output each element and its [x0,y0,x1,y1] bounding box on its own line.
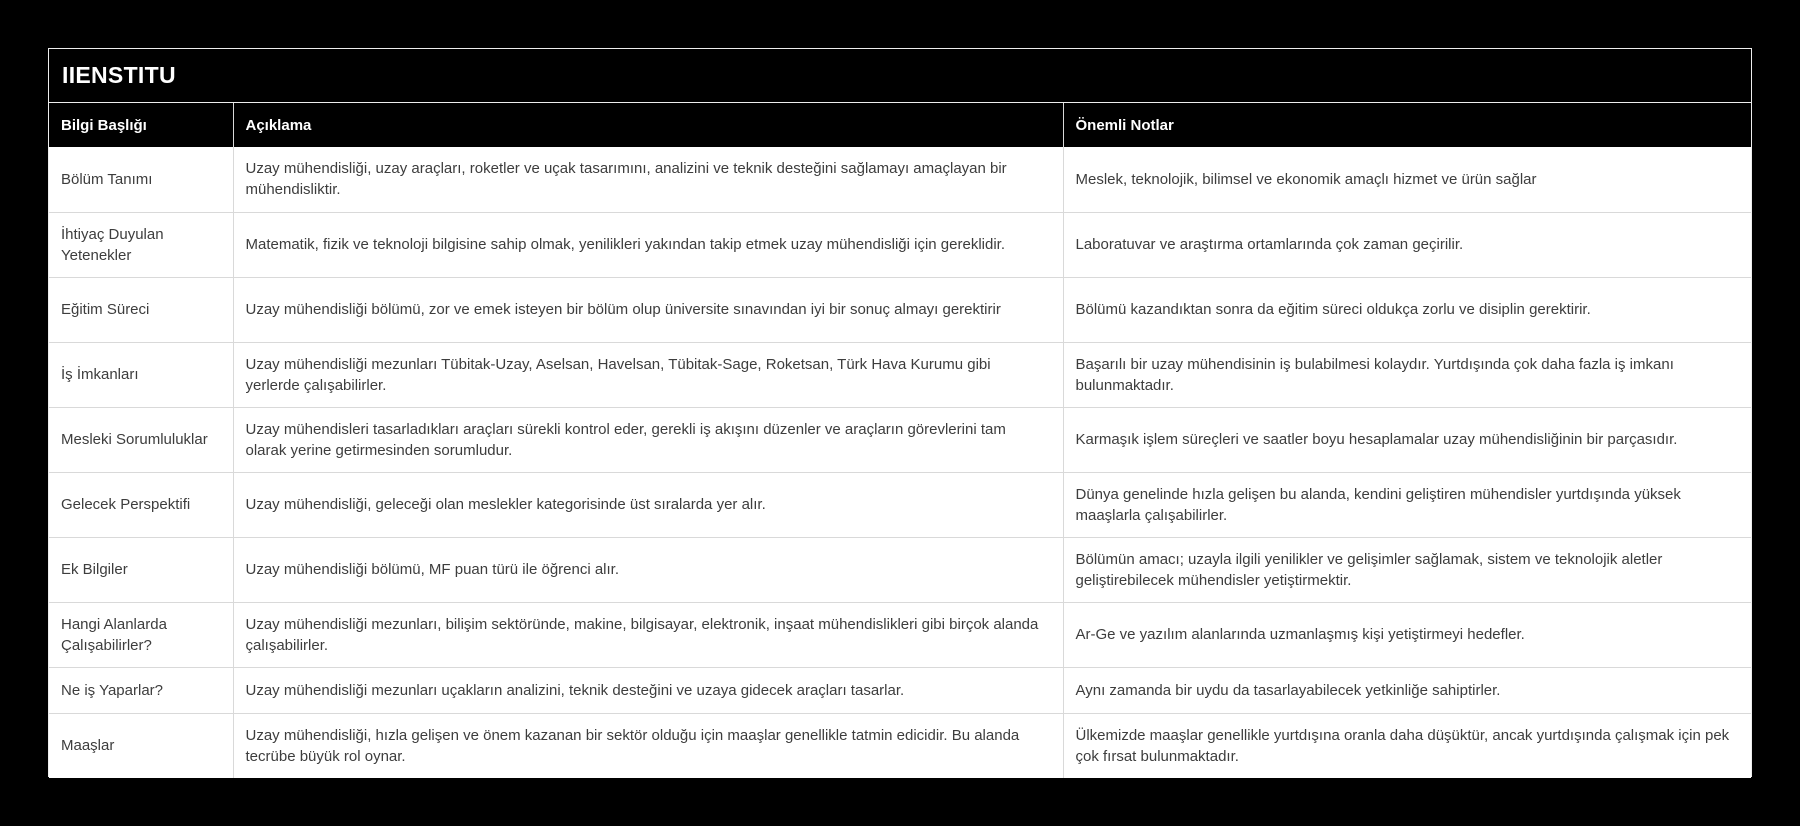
row-description-cell: Uzay mühendisleri tasarladıkları araçları sürekli kontrol eder, gerekli iş akışını düzenler ve araçların görevlerini tam olarak yerine getirmesinden sorumludur. [233,407,1063,472]
row-description-cell: Uzay mühendisliği bölümü, zor ve emek isteyen bir bölüm olup üniversite sınavından iyi bir sonuç almayı gerektirir [233,277,1063,342]
table-row [49,713,1751,778]
row-label-cell: İhtiyaç Duyulan Yetenekler [49,212,233,277]
column-header-aciklama: Açıklama [233,103,1063,147]
row-label-cell: Maaşlar [49,713,233,778]
row-label-cell: Hangi Alanlarda Çalışabilirler? [49,602,233,667]
row-note-cell: Dünya genelinde hızla gelişen bu alanda, kendini geliştiren mühendisler yurtdışında yüksek maaşlarla çalışabilirler. [1063,472,1751,537]
row-note-cell: Aynı zamanda bir uydu da tasarlayabilecek yetkinliğe sahiptirler. [1063,667,1751,713]
row-label-cell: Bölüm Tanımı [49,147,233,212]
row-label-cell: Gelecek Perspektifi [49,472,233,537]
row-label-cell: Mesleki Sorumluluklar [49,407,233,472]
column-header-bilgi-basligi: Bilgi Başlığı [49,103,233,147]
table-row [49,342,1751,407]
table-header-row [49,103,1751,147]
row-label-cell: İş İmkanları [49,342,233,407]
row-description-cell: Matematik, fizik ve teknoloji bilgisine sahip olmak, yenilikleri yakından takip etmek uzay mühendisliği için gereklidir. [233,212,1063,277]
row-note-cell: Meslek, teknolojik, bilimsel ve ekonomik amaçlı hizmet ve ürün sağlar [1063,147,1751,212]
row-description-cell: Uzay mühendisliği bölümü, MF puan türü ile öğrenci alır. [233,537,1063,602]
table-row [49,537,1751,602]
table-row [49,147,1751,212]
table-row [49,472,1751,537]
row-label-cell: Ek Bilgiler [49,537,233,602]
info-table-panel [48,48,1752,777]
row-note-cell: Bölümün amacı; uzayla ilgili yenilikler ve gelişimler sağlamak, sistem ve teknolojik aletler geliştirebilecek mühendisler yetiştirmektir. [1063,537,1751,602]
table-row [49,602,1751,667]
row-note-cell: Başarılı bir uzay mühendisinin iş bulabilmesi kolaydır. Yurtdışında çok daha fazla iş imkanı bulunmaktadır. [1063,342,1751,407]
row-label-cell: Ne iş Yaparlar? [49,667,233,713]
row-note-cell: Bölümü kazandıktan sonra da eğitim süreci oldukça zorlu ve disiplin gerektirir. [1063,277,1751,342]
row-label-cell: Eğitim Süreci [49,277,233,342]
row-description-cell: Uzay mühendisliği, uzay araçları, roketler ve uçak tasarımını, analizini ve teknik desteğini sağlamayı amaçlayan bir mühendisliktir. [233,147,1063,212]
table-title: IIENSTITU [49,49,1751,103]
table-row [49,667,1751,713]
table-row [49,277,1751,342]
row-description-cell: Uzay mühendisliği mezunları Tübitak-Uzay, Aselsan, Havelsan, Tübitak-Sage, Roketsan, Türk Hava Kurumu gibi yerlerde çalışabilirler. [233,342,1063,407]
row-description-cell: Uzay mühendisliği mezunları, bilişim sektöründe, makine, bilgisayar, elektronik, inşaat mühendislikleri gibi birçok alanda çalışabilirler. [233,602,1063,667]
info-table [49,103,1751,778]
row-note-cell: Karmaşık işlem süreçleri ve saatler boyu hesaplamalar uzay mühendisliğinin bir parçasıdır. [1063,407,1751,472]
row-description-cell: Uzay mühendisliği, geleceği olan meslekler kategorisinde üst sıralarda yer alır. [233,472,1063,537]
table-row [49,212,1751,277]
column-header-onemli-notlar: Önemli Notlar [1063,103,1751,147]
row-note-cell: Ülkemizde maaşlar genellikle yurtdışına oranla daha düşüktür, ancak yurtdışında çalışmak için pek çok fırsat bulunmaktadır. [1063,713,1751,778]
row-description-cell: Uzay mühendisliği, hızla gelişen ve önem kazanan bir sektör olduğu için maaşlar genellikle tatmin edicidir. Bu alanda tecrübe büyük rol oynar. [233,713,1063,778]
table-row [49,407,1751,472]
row-note-cell: Ar-Ge ve yazılım alanlarında uzmanlaşmış kişi yetiştirmeyi hedefler. [1063,602,1751,667]
row-note-cell: Laboratuvar ve araştırma ortamlarında çok zaman geçirilir. [1063,212,1751,277]
row-description-cell: Uzay mühendisliği mezunları uçakların analizini, teknik desteğini ve uzaya gidecek araçları tasarlar. [233,667,1063,713]
